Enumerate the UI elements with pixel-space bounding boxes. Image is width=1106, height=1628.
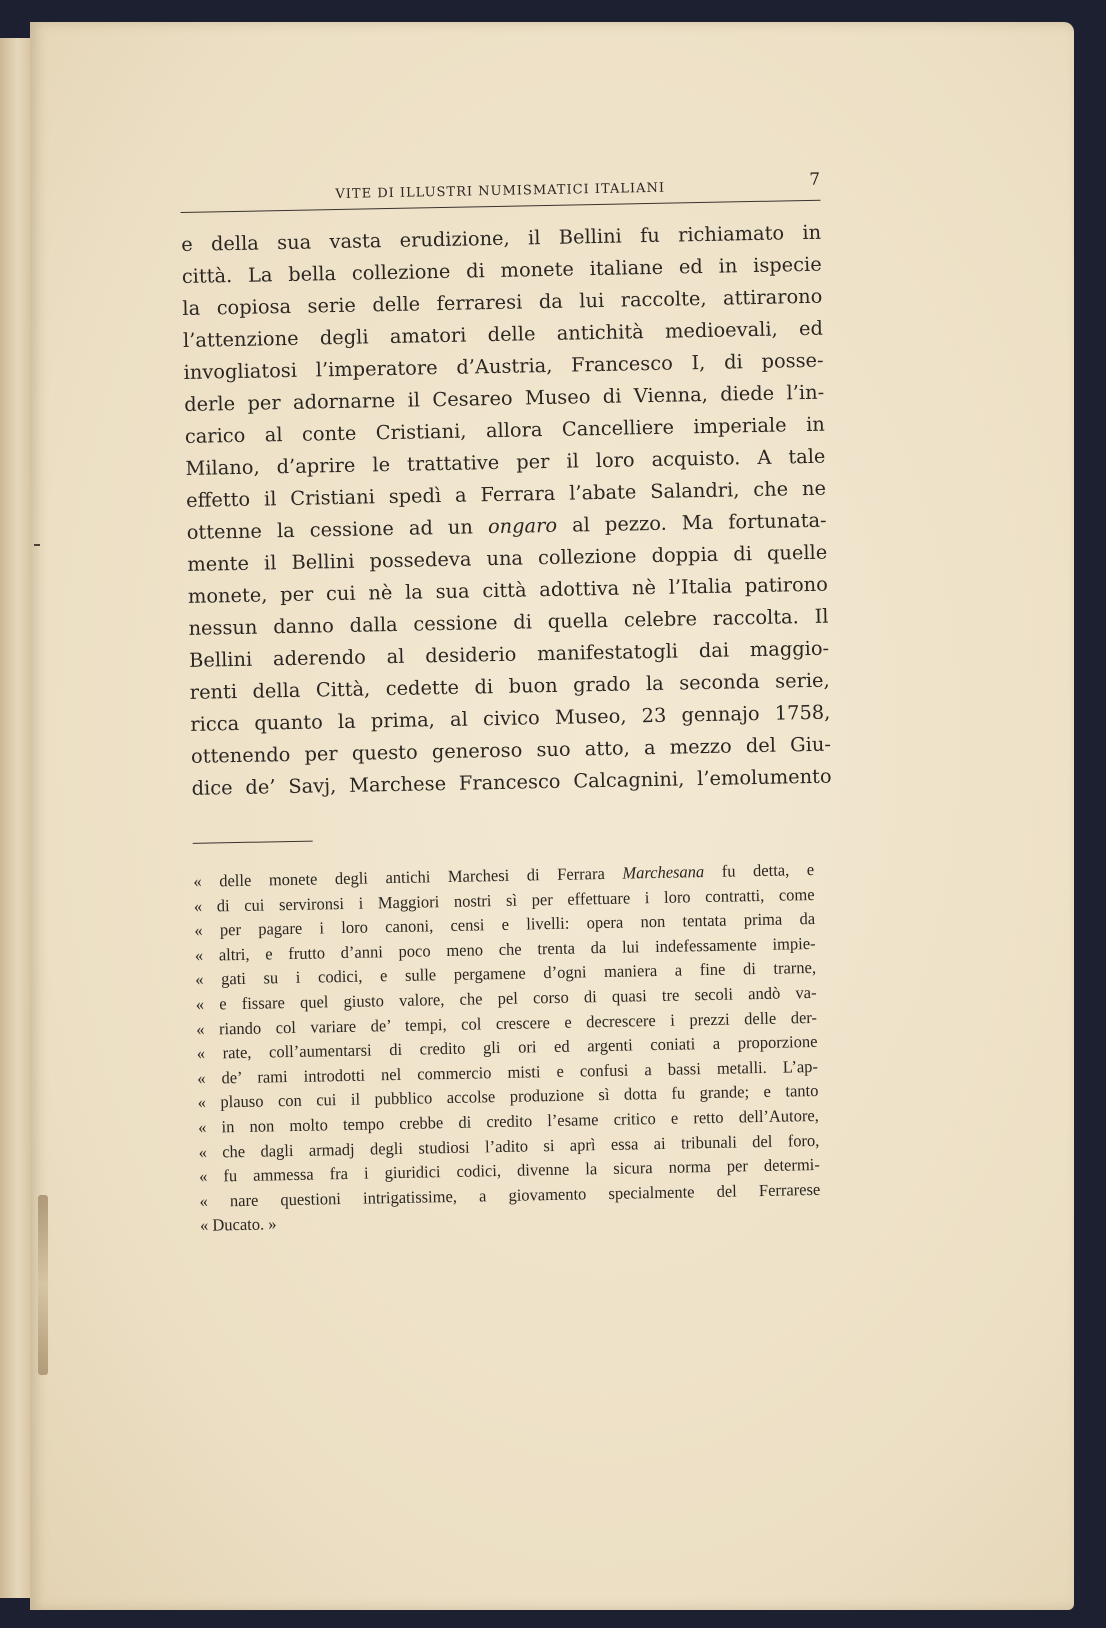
body-line: ricca quanto la prima, al civico Museo, 23 gennajo 1758, — [190, 700, 831, 736]
italic-word-marchesana: Marchesana — [622, 862, 705, 883]
footnote-line: « e fissare quel giusto valore, che pel corso di quasi tre secoli andò va- — [195, 982, 817, 1014]
body-line-ongaro-before: ottenne la cessione ad un — [186, 515, 474, 544]
footnote — [193, 858, 840, 1239]
body-line: renti della Città, cedette di buon grado la seconda serie, — [189, 668, 830, 704]
page-number: 7 — [809, 169, 821, 190]
body-line: Milano, d’aprire le trattative per il loro acquisto. A tale — [185, 444, 826, 480]
body-line: invogliatosi l’imperatore d’Austria, Francesco I, di posse- — [183, 348, 824, 384]
footnote-line-after: fu detta, e — [721, 859, 815, 881]
footnote-line-before: « delle monete degli antichi Marchesi di Ferrara — [193, 863, 605, 891]
body-line: Bellini aderendo al desiderio manifestatogli dai maggio- — [188, 636, 830, 672]
footnote-line: « che dagli armadj degli studiosi l’adito si aprì essa ai tribunali del foro, — [198, 1130, 820, 1162]
footnote-line: « altri, e frutto d’anni poco meno che trenta da lui indefessamente impie- — [194, 933, 816, 965]
body-line: mente il Bellini possedeva una collezione doppia di quelle — [187, 540, 828, 576]
italic-word-ongaro: ongaro — [487, 513, 558, 539]
body-line: la copiosa serie delle ferraresi da lui raccolte, attirarono — [182, 284, 823, 320]
body-line: monete, per cui nè la sua città adottiva nè l’Italia patirono — [187, 572, 829, 608]
footnote-line: « Ducato. » — [199, 1214, 277, 1236]
body-line: città. La bella collezione di monete italiane ed in ispecie — [181, 252, 822, 288]
page-stain — [38, 1195, 48, 1375]
footnote-line: « de’ rami introdotti nel commercio misti e confusi a bassi metalli. L’ap- — [197, 1056, 819, 1088]
footnote-line: « rate, coll’aumentarsi di credito gli ori ed argenti coniati a proporzione — [196, 1032, 818, 1063]
footnote-divider — [193, 841, 313, 844]
footnote-line: « riando col variare de’ tempi, col crescere e decrescere i prezzi delle der- — [196, 1007, 818, 1039]
footnote-line: « di cui servironsi i Maggiori nostri sì per effettuare i loro contratti, come — [193, 884, 815, 916]
page-content — [180, 170, 840, 1239]
body-line: carico al conte Cristiani, allora Cancelliere imperiale in — [184, 412, 825, 448]
body-line: effetto il Cristiani spedì a Ferrara l’abate Salandri, che ne — [185, 476, 827, 512]
footnote-line: « per pagare i loro canoni, censi e livelli: opera non tentata prima da — [194, 909, 816, 941]
footnote-line: « plauso con cui il pubblico accolse produzione sì dotta fu grande; e tanto — [197, 1081, 819, 1113]
running-title: VITE DI ILLUSTRI NUMISMATICI ITALIANI — [335, 180, 666, 203]
body-line: l’attenzione degli amatori delle antichità medioevali, ed — [182, 316, 824, 352]
body-text — [181, 217, 832, 805]
body-line-ongaro-after: al pezzo. Ma fortunata- — [571, 508, 827, 537]
footnote-line: « nare questioni intrigatissime, a giovamento specialmente del Ferrarese — [199, 1179, 821, 1211]
body-line: dice de’ Savj, Marchese Francesco Calcagnini, l’emolumento — [191, 764, 832, 800]
footnote-line: « fu ammessa fra i giuridici codici, divenne la sicura norma per determi- — [198, 1155, 820, 1186]
body-line: e della sua vasta erudizione, il Bellini fu richiamato in — [180, 220, 822, 256]
footnote-line: « gati su i codici, e sulle pergamene d’ogni maniera a fine di trarne, — [195, 958, 817, 990]
body-line: nessun danno dalla cessione di quella celebre raccolta. Il — [188, 604, 829, 640]
running-header — [180, 170, 820, 213]
body-line: derle per adornarne il Cesareo Museo di Vienna, diede l’in- — [184, 380, 825, 416]
body-line: ottenendo per questo generoso suo atto, a mezzo del Giu- — [190, 732, 832, 768]
book-page — [30, 22, 1074, 1610]
footnote-line: « in non molto tempo crebbe di credito l’esame critico e retto dell’Autore, — [197, 1105, 820, 1137]
facing-page-edge — [0, 38, 31, 1598]
margin-mark — [34, 544, 40, 546]
